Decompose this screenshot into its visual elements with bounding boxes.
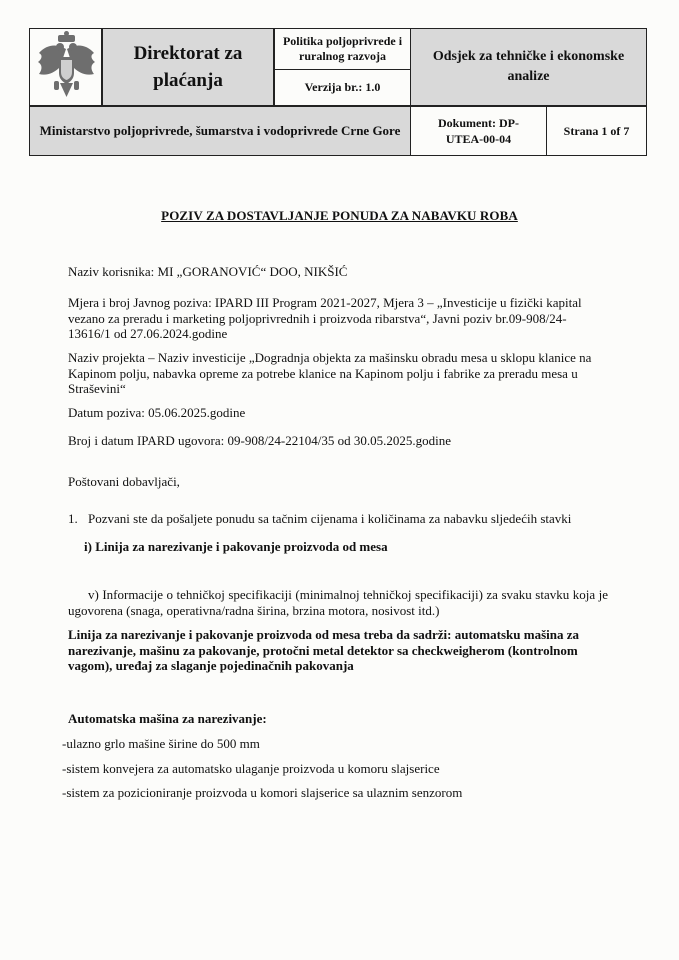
crest-cell <box>29 28 102 106</box>
slicer-heading: Automatska mašina za narezivanje: <box>68 711 267 726</box>
department-text: Odsjek za tehničke i ekonomske analize <box>432 49 625 84</box>
item-text: Pozvani ste da pošaljete ponudu sa tačnim cijenama i količinama za nabavku sljedećih stavki <box>88 511 572 526</box>
list-item: -sistem za pozicioniranje proizvoda u komori slajserice sa ulaznim senzorom <box>62 785 463 800</box>
page-cell <box>546 106 647 156</box>
item-number: 1. <box>68 511 78 526</box>
subitem-v: v) Informacije o tehničkoj specifikaciji (minimalnoj tehničkoj specifikaciji) za svaku stavku koja je ugovorena (snaga, operativna/radna širina, brzina motora, nosivost itd.) <box>68 587 608 618</box>
org-name-cell <box>102 28 274 106</box>
call-reference: Mjera i broj Javnog poziva: IPARD III Program 2021-2027, Mjera 3 – „Investicije u fizički kapital vezano za preradu i marketing poljoprivrednih i proizvoda ribarstva“, Javni poziv br.09-908/24-13616/1 od 27.06.2024.godine <box>68 295 582 341</box>
project-name: Naziv projekta – Naziv investicije „Dogradnja objekta za mašinsku obradu mesa u sklopu klanice na Kapinom polju, nabavka opreme za potrebe klanice na Kapinom polju i fabrike za preradu mesa u Straševini“ <box>68 350 592 396</box>
policy-cell <box>274 28 411 70</box>
version-cell <box>274 69 411 106</box>
page-number: Strana 1 of 7 <box>563 123 630 138</box>
ministry-text: Ministarstvo poljoprivrede, šumarstva i vodoprivrede Crne Gore <box>39 123 401 138</box>
contract-reference: Broj i datum IPARD ugovora: 09-908/24-22104/35 od 30.05.2025.godine <box>68 433 452 448</box>
version-text: Verzija br.: 1.0 <box>304 80 381 94</box>
page-title: POZIV ZA DOSTAVLJANJE PONUDA ZA NABAVKU ROBA <box>161 208 518 223</box>
greeting: Poštovani dobavljači, <box>68 474 180 489</box>
list-item: -sistem konvejera za automatsko ulaganje proizvoda u komoru slajserice <box>62 761 440 776</box>
ministry-cell <box>29 106 411 156</box>
beneficiary: Naziv korisnika: MI „GORANOVIĆ“ DOO, NIKŠIĆ <box>68 264 348 279</box>
line-contents: Linija za narezivanje i pakovanje proizvoda od mesa treba da sadrži: automatsku mašina za narezivanje, mašinu za pakovanje, protočni metal detektor sa checkweigherom (kontrolnom vagom), uređaj za slaganje pojedinačnih pakovanja <box>68 627 579 673</box>
department-cell <box>410 28 647 106</box>
document-number: Dokument: DP-UTEA-00-04 <box>438 116 519 146</box>
subitem-i: i) Linija za narezivanje i pakovanje proizvoda od mesa <box>84 539 388 554</box>
document-cell <box>410 106 547 156</box>
call-date: Datum poziva: 05.06.2025.godine <box>68 405 246 420</box>
montenegro-crest-icon <box>30 29 103 105</box>
list-item: -ulazno grlo mašine širine do 500 mm <box>62 736 260 751</box>
org-name: Direktorat za plaćanja <box>133 43 243 91</box>
policy-text: Politika poljoprivrede i ruralnog razvoja <box>282 34 403 63</box>
